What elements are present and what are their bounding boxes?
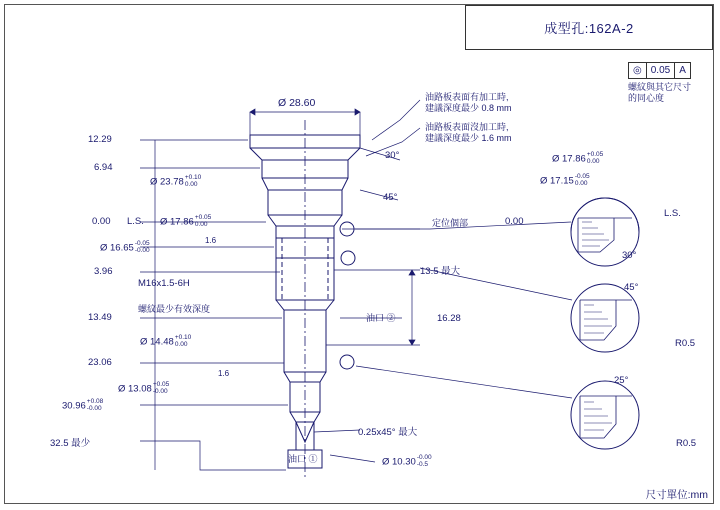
detail-mid-angle-45: 45° — [624, 282, 639, 293]
annotation-port-2: 油口 ② — [366, 313, 396, 323]
detail-top-ls: L.S. — [664, 208, 681, 219]
concentricity-icon: ◎ — [629, 63, 647, 78]
annotation-zero: 0.00 — [505, 216, 524, 227]
drawing-title: 成型孔:162A-2 — [544, 21, 634, 36]
detail-top-dia-17-15: Ø 17.15 -0.05 0.00 — [540, 173, 590, 187]
annotation-16-28: 16.28 — [437, 313, 461, 324]
dim-dia-17-86: Ø 17.86 +0.05 0.00 — [160, 214, 212, 228]
angle-45-main: 45° — [383, 192, 398, 203]
dim-12-29: 12.29 — [88, 134, 112, 145]
detail-mid-r05: R0.5 — [675, 338, 696, 349]
detail-top-dia-17-86: Ø 17.86 +0.05 0.00 — [552, 151, 604, 165]
dim-13-49: 13.49 — [88, 312, 112, 323]
detail-top-angle-30: 30° — [622, 250, 637, 261]
dim-dia-28-60: Ø 28.60 — [278, 97, 316, 109]
thread-callout: M16x1.5-6H — [138, 278, 190, 289]
dim-0-00-ls: L.S. — [127, 216, 144, 227]
dim-32-5-min: 32.5 最少 — [50, 438, 91, 449]
detail-bot-r05: R0.5 — [676, 438, 697, 449]
detail-bot-angle-25: 25° — [614, 375, 629, 386]
angle-30-main: 30° — [385, 150, 400, 161]
surface-finish-lower: 1.6 — [218, 369, 230, 378]
dim-dia-16-65: Ø 16.65 -0.05 -0.00 — [100, 240, 150, 254]
dim-dia-10-30: Ø 10.30 -0.00 -0.5 — [382, 454, 432, 468]
dim-3-96: 3.96 — [94, 266, 113, 277]
dim-6-94: 6.94 — [94, 162, 113, 173]
dim-30-96: 30.96 +0.08 -0.00 — [62, 398, 104, 412]
fcf-caption: 螺紋與其它尺寸 的同心度 — [628, 82, 692, 104]
annotation-locating: 定位個部 — [432, 218, 469, 228]
annotation-13-5-max: 13.5 最大 — [420, 266, 461, 277]
note-1: 油路板表面有加工時, 建議深度最少 0.8 mm — [425, 92, 512, 114]
surface-finish-upper: 1.6 — [205, 236, 217, 245]
dim-dia-23-78: Ø 23.78 +0.10 0.00 — [150, 174, 202, 188]
fcf-datum: A — [679, 65, 686, 76]
note-2: 油路板表面沒加工時, 建議深度最少 1.6 mm — [425, 122, 512, 144]
dim-0-00: 0.00 — [92, 216, 111, 227]
dim-dia-13-08: Ø 13.08 +0.05 -0.00 — [118, 381, 170, 395]
dim-dia-14-48: Ø 14.48 +0.10 0.00 — [140, 334, 192, 348]
units-note: 尺寸單位:mm — [645, 489, 708, 501]
fcf-tolerance: 0.05 — [647, 63, 675, 78]
dim-23-06: 23.06 — [88, 357, 112, 368]
annotation-port-1: 油口 ① — [288, 454, 318, 464]
thread-note: 螺紋最少有效深度 — [138, 304, 211, 314]
annotation-chamfer-max: 0.25x45° 最大 — [358, 427, 418, 438]
